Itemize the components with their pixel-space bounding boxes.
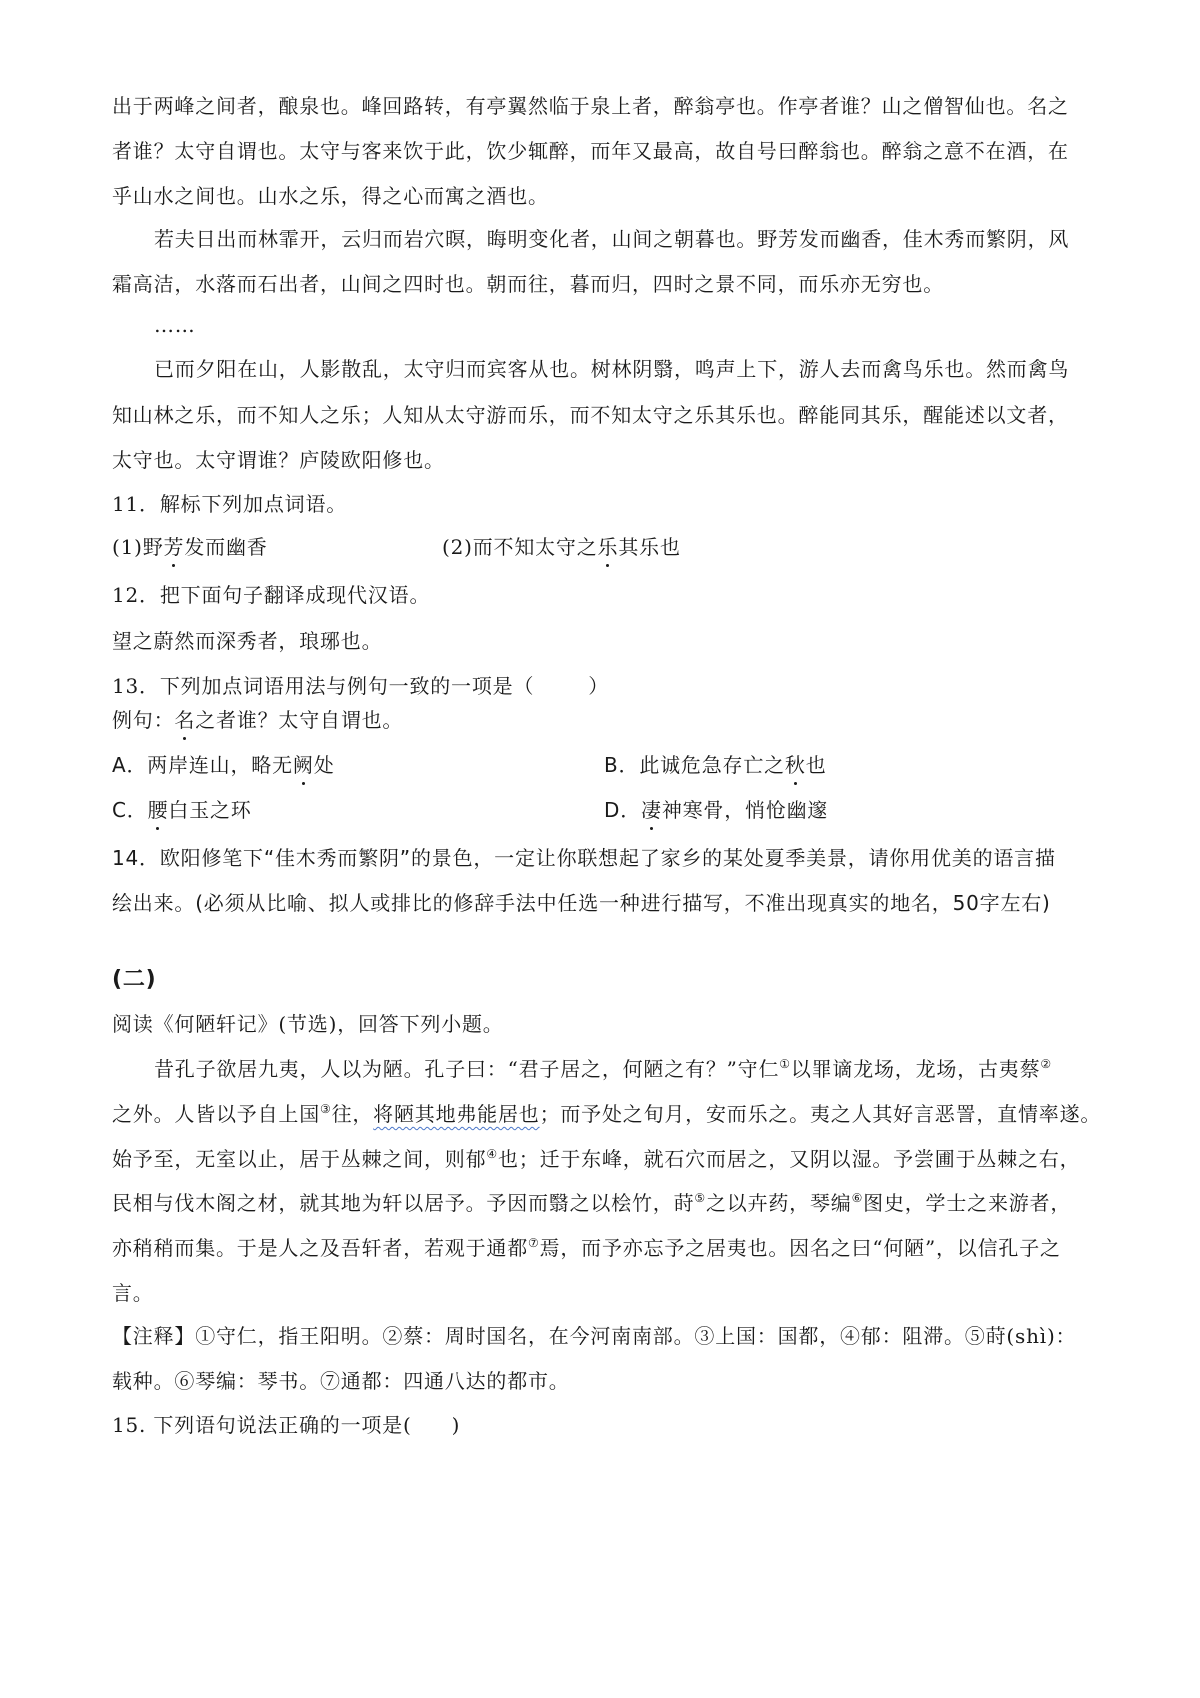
- question-11-stem: 11．解标下列加点词语。: [112, 492, 348, 516]
- classical-text: 之以卉药，琴编: [705, 1191, 852, 1215]
- option-a-text: A．两岸连山，略无: [112, 753, 293, 777]
- q13-example-text: 之者谁？太守自谓也。: [195, 708, 404, 732]
- classical-text: 之外。人皆以予自上国: [112, 1102, 320, 1126]
- classical-text: ；而予处之旬月，安而乐之。夷之人其好言恶詈，直情率遂。: [539, 1102, 1102, 1126]
- passage-line-1: 出于两峰之间者，酿泉也。峰回路转，有亭翼然临于泉上者，醉翁亭也。作亭者谁？山之僧智仙也。名之: [112, 94, 1069, 118]
- annotation-line-2: 载种。⑥琴编：琴书。⑦通都：四通八达的都市。: [112, 1369, 570, 1393]
- classical-text: 图史，学士之来游者，: [863, 1191, 1072, 1215]
- question-15-stem: [112, 1411, 460, 1439]
- question-12-stem: 12．把下面句子翻译成现代汉语。: [112, 583, 431, 607]
- question-12-sentence: 望之蔚然而深秀者，琅琊也。: [112, 629, 383, 653]
- option-a-text-end: 处: [313, 753, 335, 777]
- classical-line-5: [112, 1234, 1061, 1262]
- question-13-stem: [112, 672, 609, 700]
- option-b-text: B．此诚危急存亡之: [604, 753, 785, 777]
- classical-line-4: [112, 1189, 1071, 1217]
- q11-item1-text-end: 发而幽香: [184, 535, 268, 559]
- option-d-text-end: 神寒骨，悄怆幽邃: [661, 798, 829, 822]
- passage-line-3: 乎山水之间也。山水之乐，得之心而寓之酒也。: [112, 184, 549, 208]
- classical-text: 焉，而予亦忘予之居夷也。因名之曰“何陋”，以信孔子之: [539, 1236, 1061, 1260]
- passage-line-8: 太守也。太守谓谁？庐陵欧阳修也。: [112, 448, 445, 472]
- q11-item1-dotted-word: 芳: [163, 535, 185, 559]
- classical-line-1: [154, 1055, 1052, 1083]
- classical-text: 往，: [331, 1102, 374, 1126]
- footnote-mark: ①: [779, 1057, 791, 1071]
- footnote-mark: ②: [1040, 1057, 1052, 1071]
- option-c-dotted-word: 腰: [147, 798, 169, 822]
- question-13-option-c: [112, 796, 252, 824]
- q11-item2-dotted-word: 乐: [597, 535, 619, 559]
- q13-example-label: 例句：: [112, 708, 175, 732]
- option-b-dotted-word: 秋: [784, 753, 806, 777]
- classical-text: 民相与伐木阁之材，就其地为轩以居予。予因而翳之以桧竹，莳: [112, 1191, 695, 1215]
- wavy-underlined-sentence: 将陋其地弗能居也: [373, 1102, 540, 1126]
- classical-text: 昔孔子欲居九夷，人以为陋。孔子曰：“君子居之，何陋之有？”守仁: [154, 1057, 780, 1081]
- passage-line-2: 者谁？太守自谓也。太守与客来饮于此，饮少辄醉，而年又最高，故自号曰醉翁也。醉翁之意不在酒，在: [112, 139, 1069, 163]
- option-c-text: C．: [112, 798, 148, 822]
- q13-example-dotted-word: 名: [174, 708, 196, 732]
- passage-line-4: 若夫日出而林霏开，云归而岩穴暝，晦明变化者，山间之朝暮也。野芳发而幽香，佳木秀而繁阴，风: [154, 227, 1070, 251]
- q13-stem-end: ）: [588, 674, 610, 698]
- classical-line-2: [112, 1100, 1101, 1128]
- footnote-mark: ⑤: [694, 1191, 706, 1205]
- question-14-line-1: 14．欧阳修笔下“佳木秀而繁阴”的景色，一定让你联想起了家乡的某处夏季美景，请你用优美的语言描: [112, 846, 1056, 870]
- passage-line-6: 已而夕阳在山，人影散乱，太守归而宾客从也。树林阴翳，鸣声上下，游人去而禽鸟乐也。然而禽鸟: [154, 357, 1070, 381]
- option-d-dotted-word: 凄: [641, 798, 662, 822]
- q15-stem-text: 15. 下列语句说法正确的一项是(: [112, 1413, 412, 1437]
- question-13-option-a: [112, 751, 335, 779]
- footnote-mark: ③: [320, 1102, 332, 1116]
- option-a-dotted-word: 阙: [292, 753, 314, 777]
- question-11-item-1: [112, 533, 268, 561]
- footnote-mark: ④: [486, 1147, 498, 1161]
- classical-line-6: 言。: [112, 1281, 154, 1305]
- passage-line-5: 霜高洁，水落而石出者，山间之四时也。朝而往，暮而归，四时之景不同，而乐亦无穷也。: [112, 272, 944, 296]
- option-d-text: D．: [604, 798, 642, 822]
- q11-item2-text: (2)而不知太守之: [442, 535, 598, 559]
- classical-text: 始予至，无室以止，居于丛棘之间，则郁: [112, 1147, 487, 1171]
- question-13-example: [112, 706, 403, 734]
- q15-stem-end: ): [451, 1413, 461, 1437]
- classical-text: 以罪谪龙场，龙场，古夷蔡: [790, 1057, 1041, 1081]
- question-14-line-2: 绘出来。(必须从比喻、拟人或排比的修辞手法中任选一种进行描写，不准出现真实的地名，50字左右): [112, 891, 1051, 915]
- q11-item2-text-end: 其乐也: [618, 535, 681, 559]
- option-c-text-end: 白玉之环: [168, 798, 252, 822]
- passage-ellipsis: ……: [154, 313, 196, 337]
- option-b-text-end: 也: [805, 753, 827, 777]
- classical-text: 亦稍稍而集。于是人之及吾轩者，若观于通都: [112, 1236, 528, 1260]
- annotation-line-1: 【注释】①守仁，指王阳明。②蔡：周时国名，在今河南南部。③上国：国都，④郁：阻滞。⑤莳(shì)：: [112, 1324, 1077, 1348]
- q11-item1-text: (1)野: [112, 535, 164, 559]
- classical-line-3: [112, 1145, 1080, 1173]
- footnote-mark: ⑥: [851, 1191, 864, 1205]
- passage-line-7: 知山林之乐，而不知人之乐；人知从太守游而乐，而不知太守之乐其乐也。醉能同其乐，醒能述以文者，: [112, 403, 1069, 427]
- section-heading: (二): [112, 967, 157, 992]
- question-13-option-d: [604, 796, 828, 824]
- footnote-mark: ⑦: [528, 1236, 540, 1250]
- classical-text: 也；迁于东峰，就石穴而居之，又阴以湿。予尝圃于丛棘之右，: [497, 1147, 1081, 1171]
- question-11-item-2: [442, 533, 681, 561]
- q13-stem-text: 13．下列加点词语用法与例句一致的一项是（: [112, 674, 535, 698]
- section-intro: 阅读《何陋轩记》(节选)，回答下列小题。: [112, 1012, 504, 1036]
- question-13-option-b: [604, 751, 827, 779]
